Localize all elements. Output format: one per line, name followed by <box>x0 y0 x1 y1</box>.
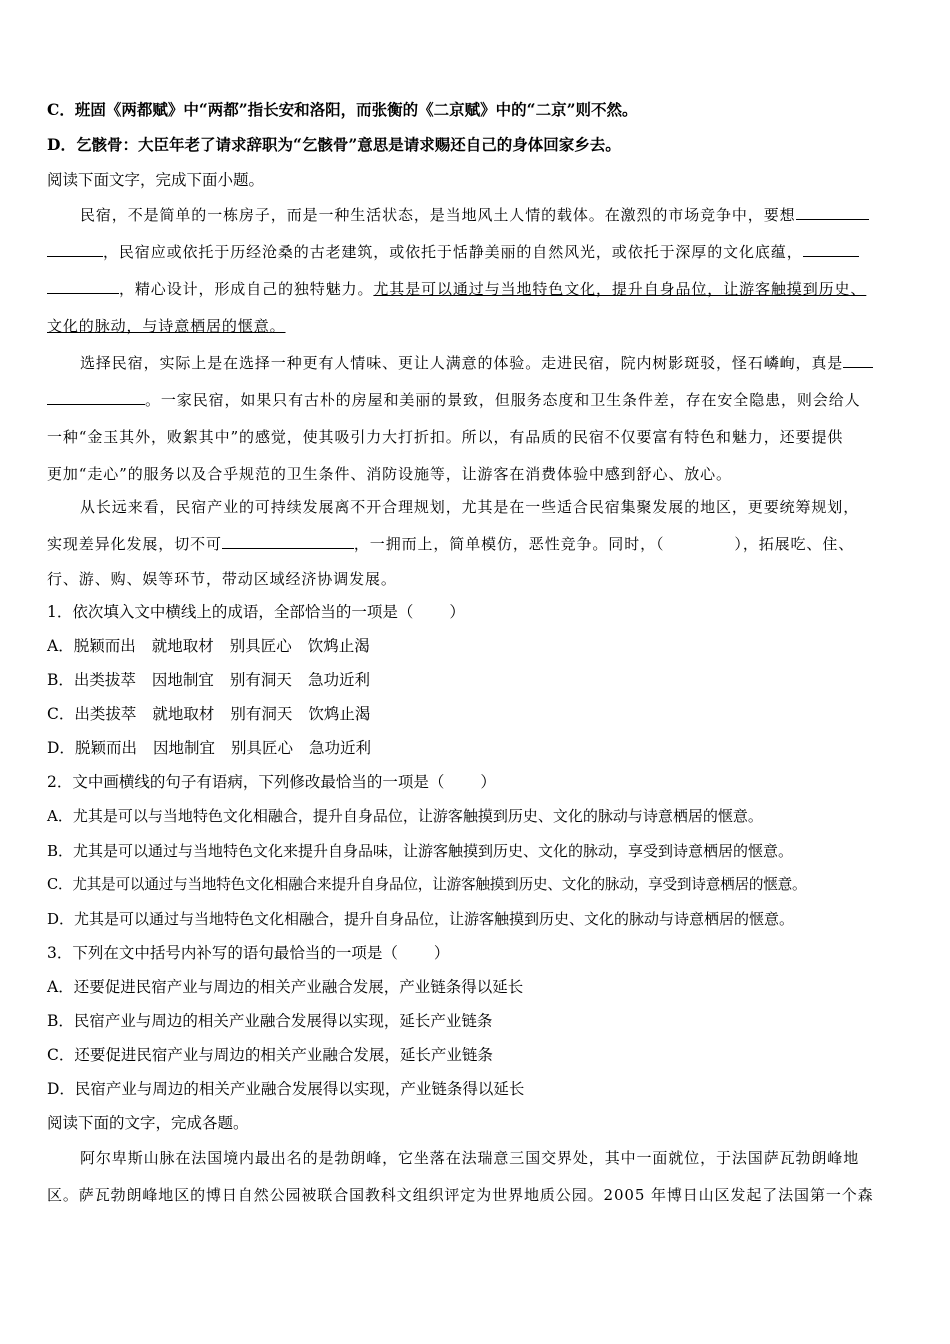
question-text: 1．依次填入文中横线上的成语，全部恰当的一项是（ <box>47 603 414 621</box>
option-word: 就地取材 <box>152 705 215 723</box>
option-word: 因地制宜 <box>151 671 214 689</box>
question-1-option-b <box>47 670 907 690</box>
fill-blank <box>47 279 119 294</box>
option-word: 别具匠心 <box>229 637 292 655</box>
passage-text: ，精心设计，形成自己的独特魅力。 <box>119 280 374 298</box>
option-word: 出类拔萃 <box>73 671 136 689</box>
option-word: 急功近利 <box>308 739 371 757</box>
close-paren: ） <box>449 603 465 621</box>
question-text: 2．文中画横线的句子有语病，下列修改最恰当的一项是（ <box>47 773 445 791</box>
passage-text: 选择民宿，实际上是在选择一种更有人情味、更让人满意的体验。走进民宿，院内树影斑驳，怪石嶙峋，真是 <box>80 354 844 372</box>
question-2-option-b: B．尤其是可以通过与当地特色文化来提升自身品味，让游客触摸到历史、文化的脉动，享受到诗意栖居的惬意。 <box>47 842 794 860</box>
fill-blank <box>47 242 103 257</box>
passage-text: 民宿，不是简单的一栋房子，而是一种生活状态，是当地风土人情的载体。在激烈的市场竞争中，要想 <box>80 206 796 224</box>
question-3-option-a: A．还要促进民宿产业与周边的相关产业融合发展，产业链条得以延长 <box>47 978 524 996</box>
option-word: 急功近利 <box>307 671 370 689</box>
passage-text: ，一拥而上，简单模仿，恶性竞争。同时，（ <box>353 535 665 553</box>
question-2-option-a: A．尤其是可以与当地特色文化相融合，提升自身品位，让游客触摸到历史、文化的脉动与诗意栖居的惬意。 <box>47 807 763 825</box>
question-1-option-c <box>47 704 907 724</box>
option-word: 出类拔萃 <box>74 705 137 723</box>
close-paren: ） <box>433 944 450 962</box>
passage-text: 实现差异化发展，切不可 <box>47 535 222 553</box>
passage-text: ），拓展吃、住、 <box>734 535 855 553</box>
question-3-stem <box>47 943 907 963</box>
underlined-sentence: 文化的脉动，与诗意栖居的惬意。 <box>47 317 286 335</box>
passage-p4-line1: 阿尔卑斯山脉在法国境内最出名的是勃朗峰，它坐落在法瑞意三国交界处，其中一面就位，于法国萨瓦勃朗峰地 <box>80 1149 860 1167</box>
option-word: 饮鸩止渴 <box>308 705 371 723</box>
passage-p1-line1 <box>80 205 906 225</box>
question-1-option-d <box>47 738 907 758</box>
fill-blank <box>222 534 354 549</box>
fill-blank <box>796 205 869 220</box>
passage-p2-line3: 一种“金玉其外，败絮其中”的感觉，使其吸引力大打折扣。所以，有品质的民宿不仅要富有特色和魅力，还要提供 <box>47 428 844 446</box>
option-letter: D． <box>47 739 75 757</box>
question-3-option-c: C．还要促进民宿产业与周边的相关产业融合发展，延长产业链条 <box>47 1046 493 1064</box>
option-letter: A． <box>47 637 74 655</box>
fill-blank <box>803 242 859 257</box>
option-word: 就地取材 <box>151 637 214 655</box>
option-word: 因地制宜 <box>152 739 215 757</box>
passage-p3-line1: 从长远来看，民宿产业的可持续发展离不开合理规划，尤其是在一些适合民宿集聚发展的地区，更要统筹规划， <box>80 498 860 516</box>
question-2-option-c: C．尤其是可以通过与当地特色文化相融合来提升自身品位，让游客触摸到历史、文化的脉动，享受到诗意栖居的惬意。 <box>47 876 807 893</box>
passage-p2-line1 <box>80 353 906 373</box>
option-letter: B． <box>47 671 74 689</box>
option-word: 别具匠心 <box>230 739 293 757</box>
option-word: 别有洞天 <box>229 671 292 689</box>
fill-blank <box>843 353 873 368</box>
option-letter: C． <box>47 705 75 723</box>
reading-instruction: 阅读下面文字，完成下面小题。 <box>47 171 265 189</box>
passage-p2-line4: 更加“走心”的服务以及合乎规范的卫生条件、消防设施等，让游客在消费体验中感到舒心、放心。 <box>47 465 732 483</box>
question-text: 3．下列在文中括号内补写的语句最恰当的一项是（ <box>47 944 398 962</box>
question-2-option-d: D．尤其是可以通过与当地特色文化相融合，提升自身品位，让游客触摸到历史、文化的脉动与诗意栖居的惬意。 <box>47 910 795 928</box>
passage-p2-line2 <box>47 390 907 410</box>
option-d-line: D．乞骸骨：大臣年老了请求辞职为“乞骸骨”意思是请求赐还自己的身体回家乡去。 <box>47 135 621 154</box>
question-3-option-d: D．民宿产业与周边的相关产业融合发展得以实现，产业链条得以延长 <box>47 1080 525 1098</box>
passage-text: 。一家民宿，如果只有古朴的房屋和美丽的景致，但服务态度和卫生条件差，存在安全隐患，则会给人 <box>145 391 861 409</box>
question-3-option-b: B．民宿产业与周边的相关产业融合发展得以实现，延长产业链条 <box>47 1012 493 1030</box>
option-word: 别有洞天 <box>230 705 293 723</box>
option-word: 脱颖而出 <box>74 739 137 757</box>
option-c-line: C．班固《两都赋》中“两都”指长安和洛阳，而张衡的《二京赋》中的“二京”则不然。 <box>47 100 638 119</box>
reading-instruction-2: 阅读下面的文字，完成各题。 <box>47 1114 249 1132</box>
passage-p1-line2 <box>47 242 907 262</box>
passage-p3-line2 <box>47 534 907 554</box>
passage-p4-line2: 区。萨瓦勃朗峰地区的博日自然公园被联合国教科文组织评定为世界地质公园。2005 年博日山区发起了法国第一个森 <box>47 1186 874 1204</box>
underlined-sentence: 尤其是可以通过与当地特色文化，提升自身品位，让游客触摸到历史、 <box>373 280 867 298</box>
passage-text: ，民宿应或依托于历经沧桑的古老建筑，或依托于恬静美丽的自然风光，或依托于深厚的文化底蕴， <box>103 243 803 261</box>
passage-p3-line3: 行、游、购、娱等环节，带动区域经济协调发展。 <box>47 570 397 588</box>
question-2-stem <box>47 772 907 792</box>
passage-p1-line4 <box>47 316 907 336</box>
passage-p1-line3 <box>47 279 907 299</box>
option-word: 饮鸩止渴 <box>307 637 370 655</box>
option-word: 脱颖而出 <box>73 637 136 655</box>
question-1-stem <box>47 602 907 622</box>
close-paren: ） <box>480 773 496 791</box>
question-1-option-a <box>47 636 907 656</box>
fill-blank <box>47 390 145 405</box>
